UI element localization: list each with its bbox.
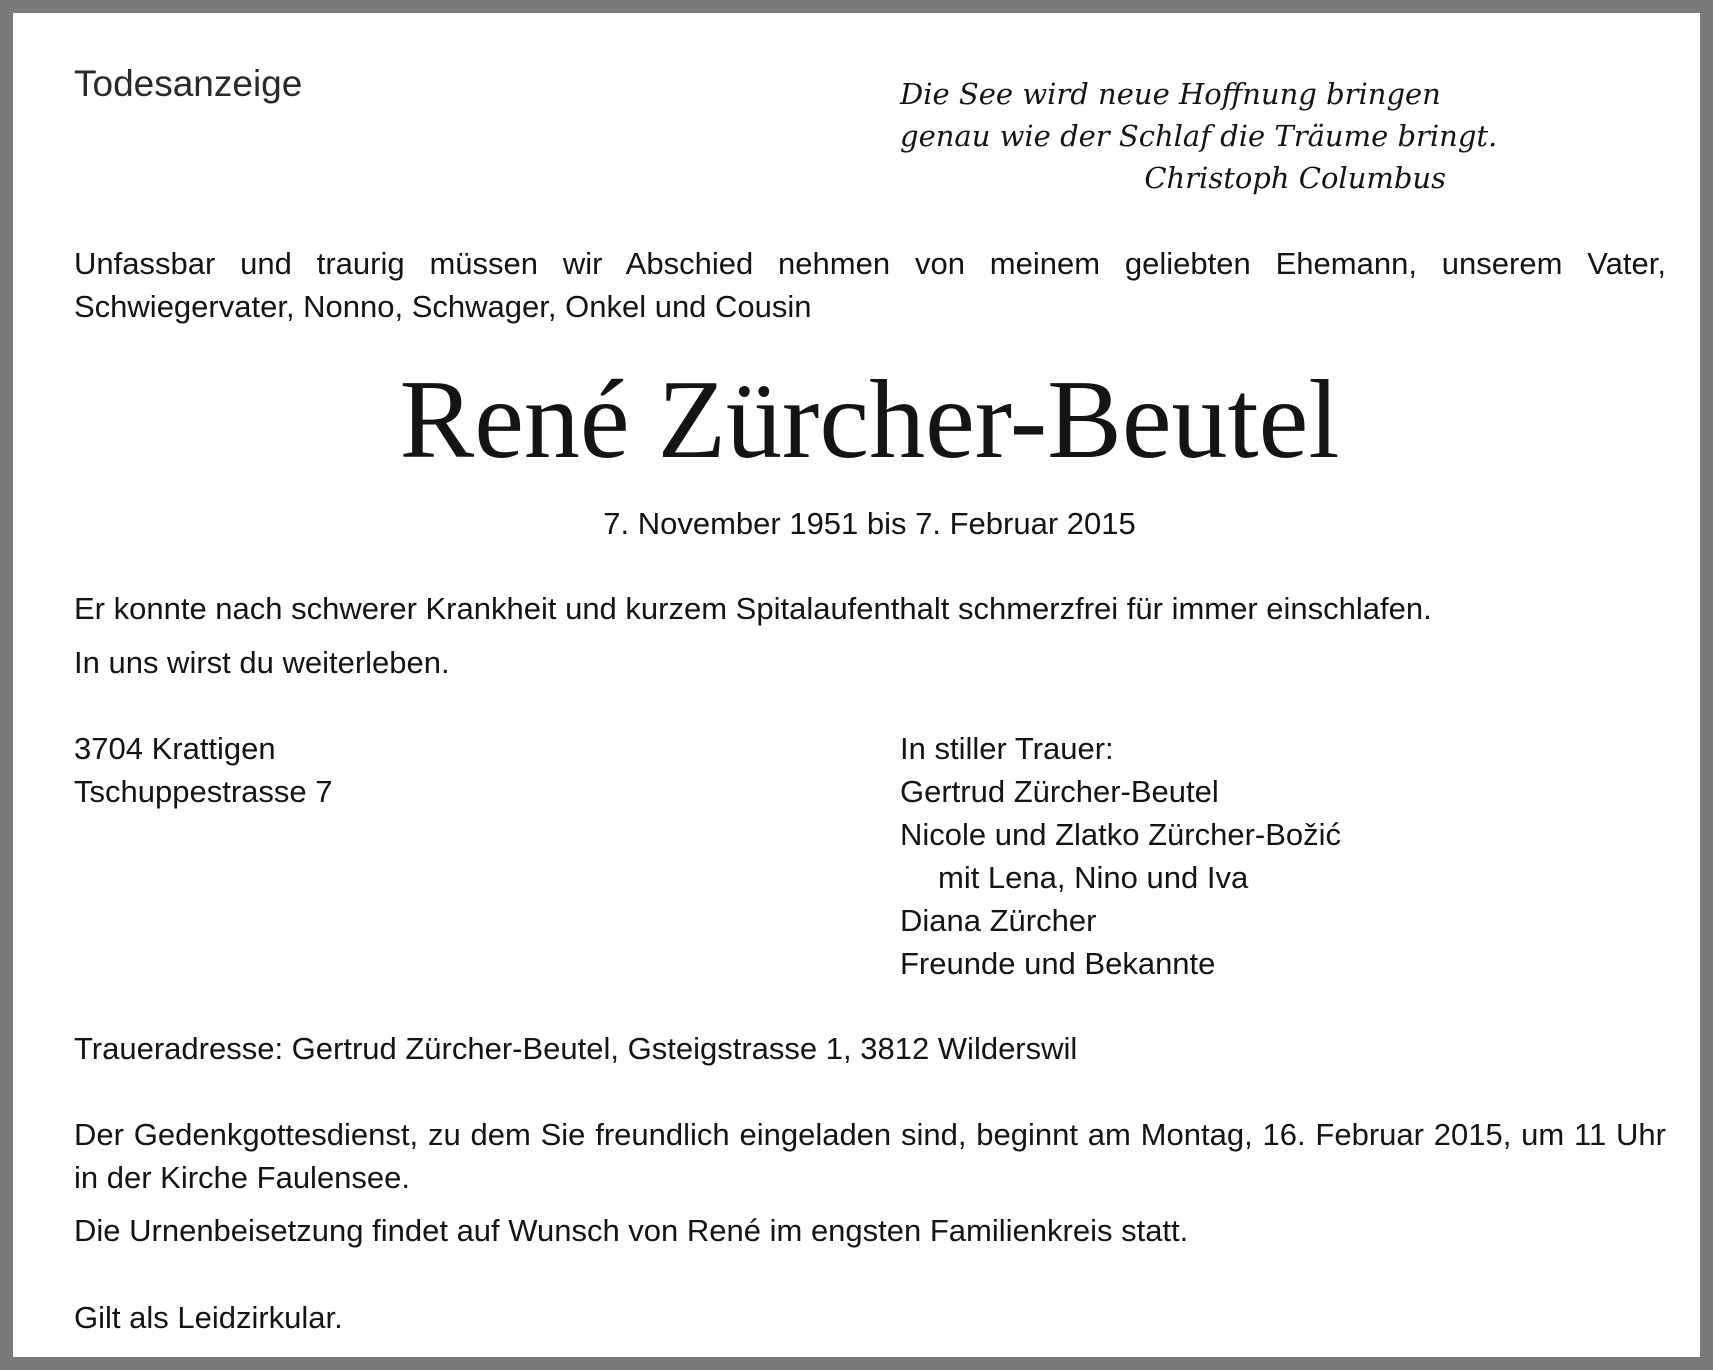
deceased-name: René Zürcher-Beutel [399, 358, 1340, 482]
remembrance-line: In uns wirst du weiterleben. [74, 645, 450, 680]
address-line-2: Tschuppestrasse 7 [74, 774, 333, 809]
life-dates: 7. November 1951 bis 7. Februar 2015 [603, 506, 1136, 541]
address-line-1: 3704 Krattigen [74, 731, 276, 766]
mourners-list [900, 727, 1341, 985]
quote-line-1: Die See wird neue Hoffnung bringen [900, 77, 1441, 111]
closing-line: Gilt als Leidzirkular. [74, 1300, 343, 1335]
memorial-service-paragraph: Der Gedenkgottesdienst, zu dem Sie freundlich eingeladen sind, beginnt am Montag, 16. Februar 2015, um 11 Uhr in der Kirche Faulensee. [74, 1117, 1666, 1195]
mourner-name: Freunde und Bekannte [900, 946, 1216, 981]
quote-line-2: genau wie der Schlaf die Träume bringt. [900, 119, 1498, 153]
quote-author: Christoph Columbus [1144, 161, 1446, 195]
notice-heading: Todesanzeige [74, 63, 303, 104]
mourners-title: In stiller Trauer: [900, 731, 1114, 766]
intro-paragraph: Unfassbar und traurig müssen wir Abschied nehmen von meinem geliebten Ehemann, unserem Vater, Schwiegervater, Nonno, Schwager, Onkel und Cousin [74, 246, 1666, 324]
urn-burial-paragraph: Die Urnenbeisetzung findet auf Wunsch von René im engsten Familienkreis statt. [74, 1213, 1189, 1248]
mourner-children: mit Lena, Nino und Iva [938, 860, 1249, 895]
mourner-name: Diana Zürcher [900, 903, 1097, 938]
illness-paragraph: Er konnte nach schwerer Krankheit und kurzem Spitalaufenthalt schmerzfrei für immer einschlafen. [74, 591, 1432, 626]
mourner-name: Nicole und Zlatko Zürcher-Božić [900, 817, 1342, 852]
mourning-address: Traueradresse: Gertrud Zürcher-Beutel, Gsteigstrasse 1, 3812 Wilderswil [74, 1031, 1078, 1066]
residence-address [74, 727, 332, 813]
mourner-name: Gertrud Zürcher-Beutel [900, 774, 1219, 809]
epigraph-quote [900, 73, 1498, 199]
